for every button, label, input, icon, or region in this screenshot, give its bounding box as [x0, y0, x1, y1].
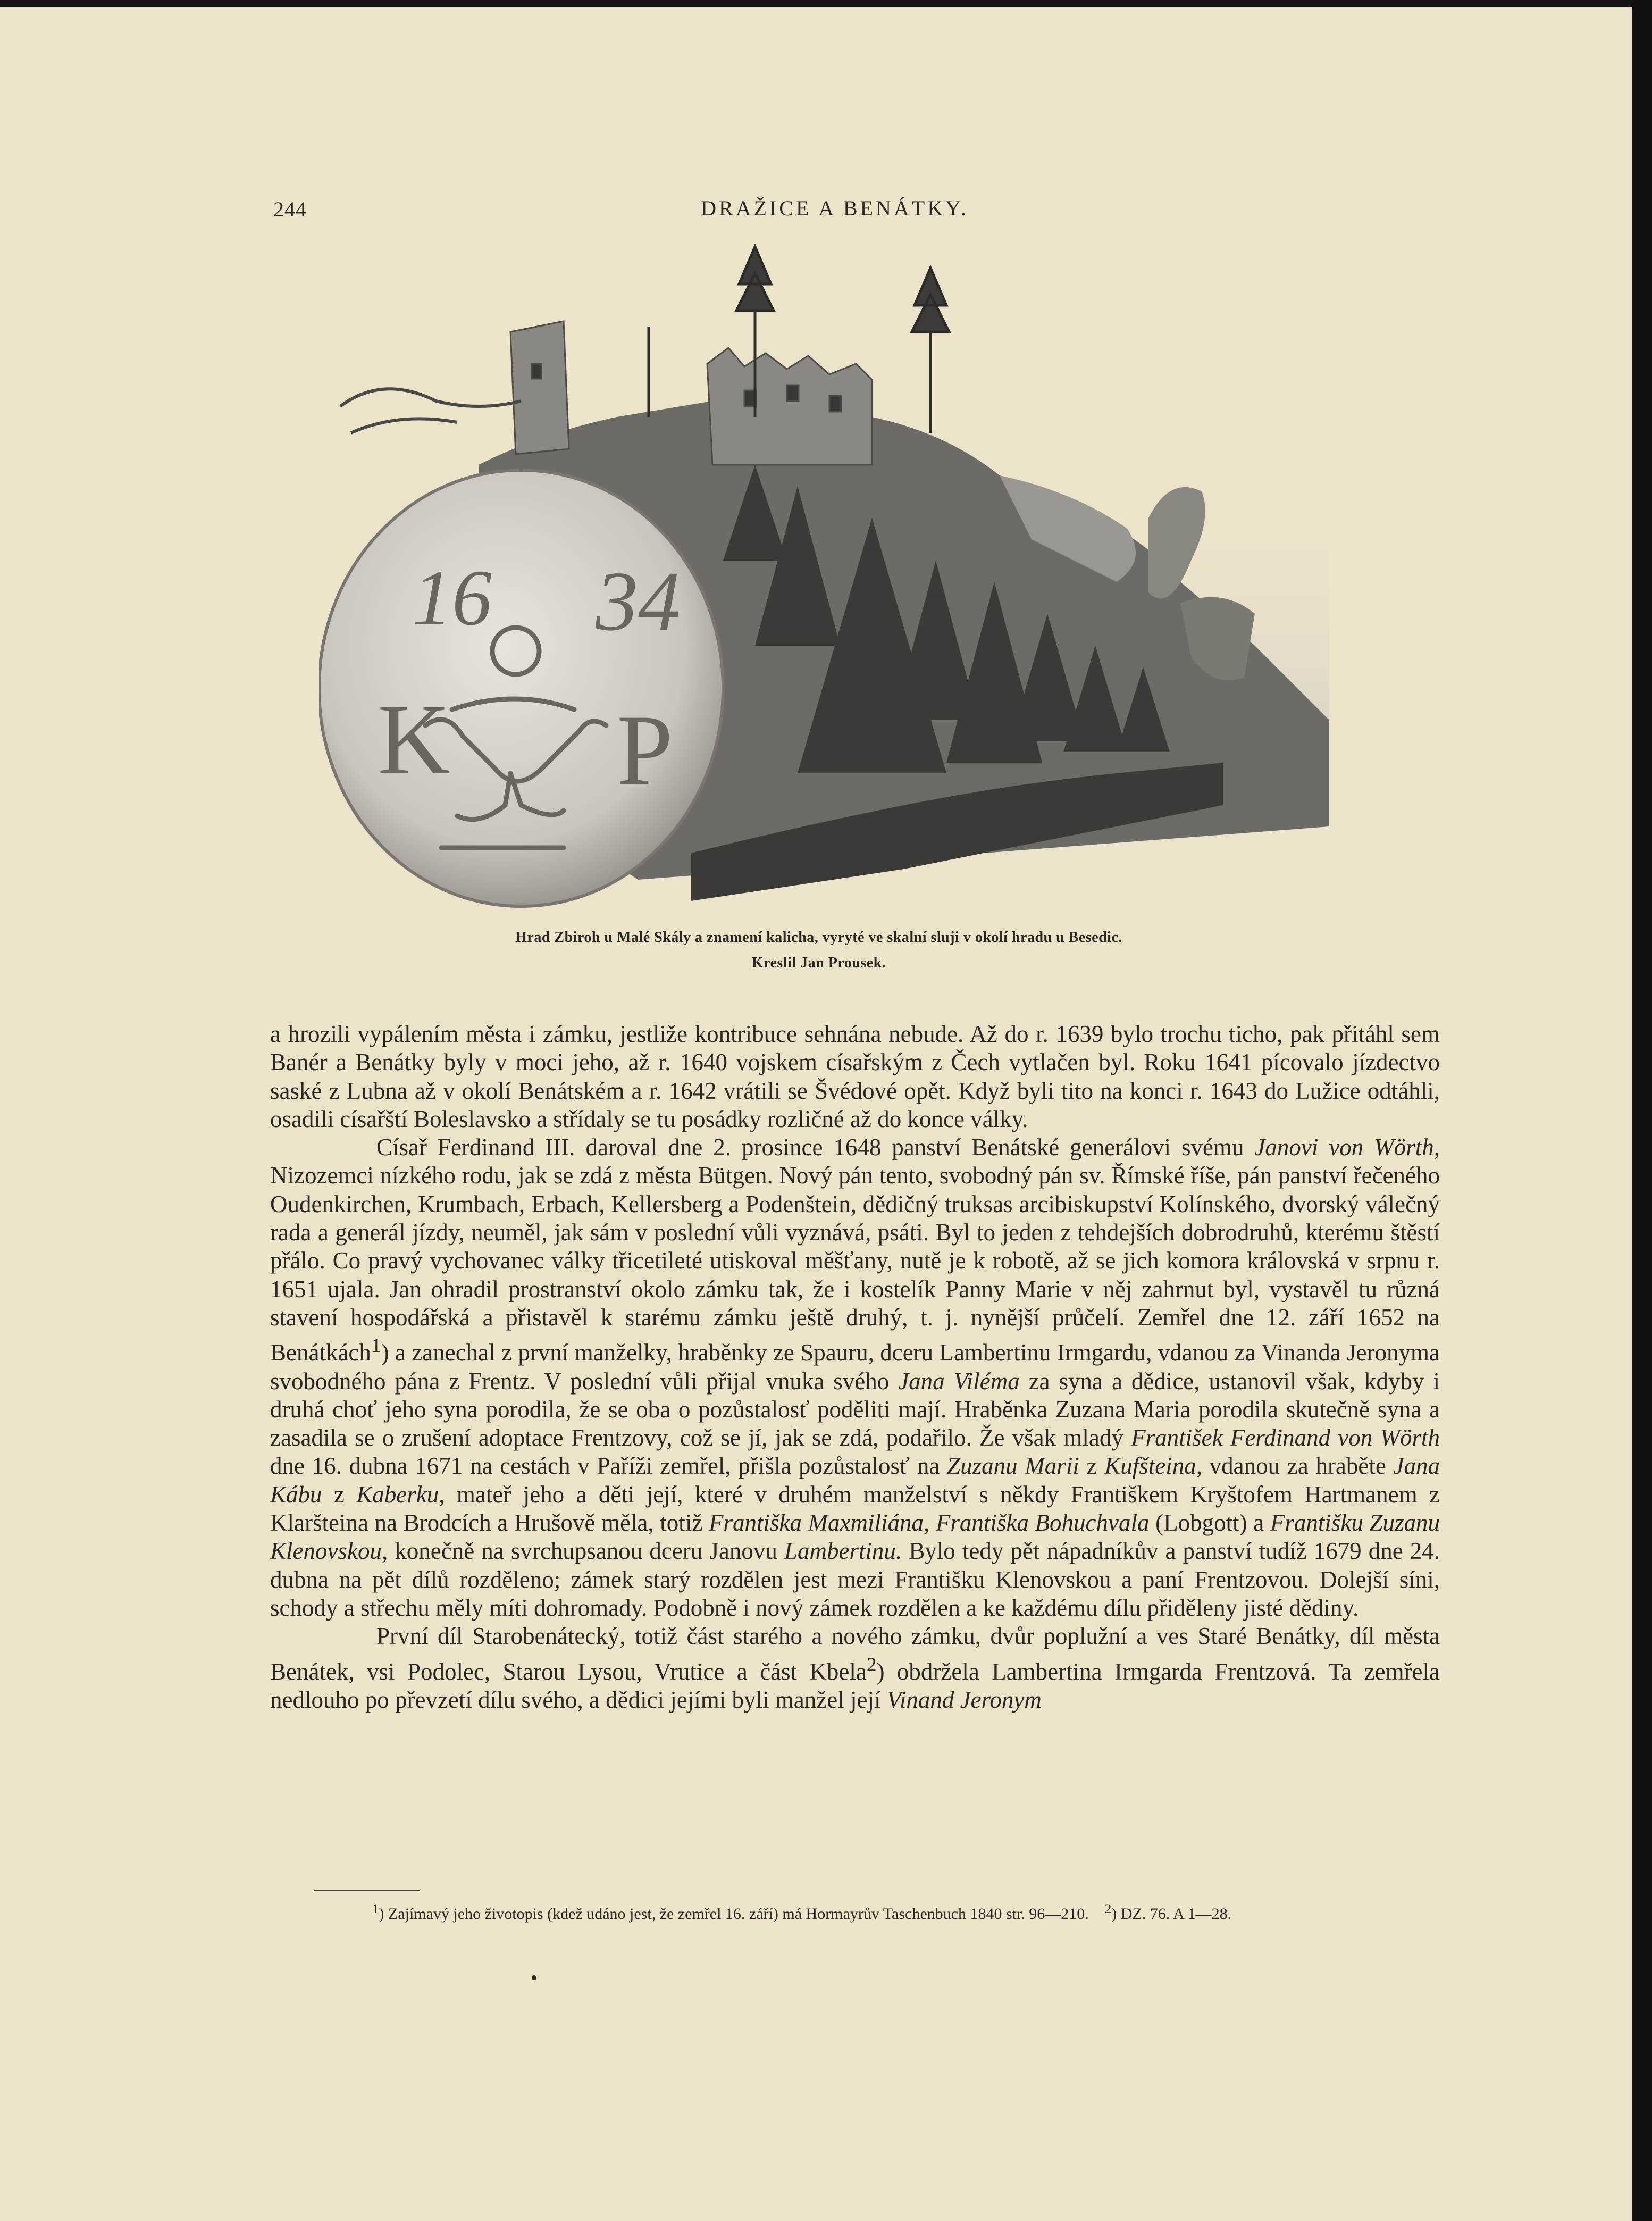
paragraph	[270, 1622, 1440, 1714]
text-run: mateř jeho a děti její, které v druhém manželství s někdy Františkem Kryštofem Hartmanem z Klaršteina na Brodcích a Hrušově měla, totiž	[270, 1481, 1440, 1537]
running-title: DRAŽICE A BENÁTKY.	[701, 196, 969, 220]
italic-name: Jana Viléma	[898, 1367, 1020, 1395]
text-run: Nizozemci nízkého rodu, jak se zdá z města Bütgen. Nový pán tento, svobodný pán sv. Římské říše, pán panství řečeného Oudenkirchen, Krumbach, Erbach, Kellersberg a Podenštein, dědičný truksas arcibiskupství Kolínského, dvorský válečný rada a generál jízdy, neuměl, jak sám v poslední vůli vyznává, psáti. Byl to jeden z tehdejších dobrodruhů, kterému štěstí přálo. Co pravý vychovanec války třicetileté utiskoval měšťany, nutě je k robotě, až se jich komora královská v srpnu r. 1651 ujala. Jan ohradil prostranství okolo zámku tak, že i kostelík Panny Marie v něj zahrnut byl, vystavěl tu různá stavení hospodářská a přistavěl k starému zámku ještě druhý, t. j. nynější průčelí. Zemřel dne 12. září 1652 na Benátkách	[270, 1162, 1440, 1366]
footnote-2-text: ) DZ. 76. A 1—28.	[1111, 1905, 1232, 1923]
engraved-letter-k: K	[378, 684, 451, 796]
italic-name: Kufšteina,	[1104, 1452, 1202, 1480]
page-mark	[532, 1975, 536, 1980]
caption-line-1: Hrad Zbiroh u Malé Skály a znamení kalicha, vyryté ve skalní sluji v okolí hradu u Besedic.	[515, 929, 1122, 946]
text-run: Císař Ferdinand III. daroval dne 2. prosince 1648 panství Benátské generálovi svému	[376, 1134, 1255, 1161]
text-run: ) obdržela Lambertina Irmgarda Frentzová. Ta zemřela nedlouho po převzetí dílu svého, a dědici jejími byli manžel její	[270, 1658, 1440, 1713]
illustration	[319, 241, 1340, 912]
italic-name: Františka Maxmiliána, Františka Bohuchvala	[708, 1509, 1150, 1537]
page-number: 244	[273, 197, 307, 221]
footnote-1	[372, 1902, 1089, 1923]
text-run: konečně na svrchupsanou dceru Janovu	[388, 1538, 784, 1565]
text-run: z	[1079, 1452, 1105, 1480]
engraved-letter-p: P	[617, 695, 673, 806]
engraved-date-left: 16	[412, 554, 492, 642]
footnote-1-text: ) Zajímavý jeho životopis (kdež udáno jest, že zemřel 16. září) má Hormayrův Taschenbuch 1840 str. 96—210.	[379, 1905, 1089, 1923]
figure-caption	[276, 925, 1361, 976]
left-branches	[340, 389, 521, 433]
italic-name: Františku Zuzanu Klenovskou,	[270, 1509, 1440, 1565]
footnote-1-mark: 1	[372, 1902, 379, 1916]
text-run: (Lobgott) a	[1149, 1509, 1270, 1537]
text-run: dne 16. dubna 1671 na cestách v Paříži zemřel, přišla pozůstalosť na	[270, 1452, 947, 1480]
text-run: za syna a dědice, ustanovil však, kdyby i druhá choť jeho syna porodila, že se oba o pozůstalosť poděliti mají. Hraběnka Zuzana Maria porodila skutečně syna a zasadila se o zrušení adoptace Frentzovy, což se jí, jak se zdá, podařilo. Že však mladý	[270, 1367, 1440, 1451]
book-page	[0, 7, 1632, 2221]
paragraph	[270, 1020, 1440, 1133]
footnote-2-mark: 2	[1104, 1902, 1112, 1916]
stone-medallion	[319, 470, 723, 906]
page-header	[266, 189, 1404, 232]
text-run: vdanou za hraběte	[1202, 1452, 1394, 1480]
italic-name: Vinand Jeronym	[886, 1686, 1042, 1713]
footnote-rule	[314, 1890, 420, 1891]
footnote-2	[1104, 1902, 1232, 1923]
footnote-ref: 1	[371, 1335, 381, 1357]
paragraph	[270, 1133, 1440, 1622]
text-run: První díl Starobenátecký, totiž část starého a nového zámku, dvůr poplužní a ves Staré Benátky, díl města Benátek, vsi Podolec, Starou Lysou, Vrutice a část Kbela	[270, 1623, 1440, 1685]
italic-name: Lambertinu.	[784, 1538, 902, 1565]
footnote-ref: 2	[866, 1654, 877, 1676]
italic-name: Janovi von Wörth,	[1254, 1134, 1440, 1161]
engraved-date-right: 34	[596, 554, 681, 648]
text-run: ) a zanechal z první manželky, hraběnky ze Spauru, dceru Lambertinu Irmgardu, vdanou za Vinanda Jeronyma svobodného pána z Frentz. V poslední vůli přijal vnuka svého	[270, 1339, 1440, 1395]
italic-name: František Ferdinand von Wörth	[1131, 1424, 1440, 1451]
scan-edge	[1633, 0, 1652, 2221]
text-run: z	[322, 1481, 357, 1508]
italic-name: Jana Kábu	[270, 1452, 1440, 1508]
caption-line-2: Kreslil Jan Prousek.	[751, 955, 886, 971]
italic-name: Zuzanu Marii	[947, 1452, 1079, 1480]
text-run: a hrozili vypálením města i zámku, jestliže kontribuce sehnána nebude. Až do r. 1639 bylo trochu ticho, pak přitáhl sem Banér a Benátky byly v moci jeho, až r. 1640 vojskem císařským z Čech vytlačen byl. Roku 1641 pícovalo jízdectvo saské z Lubna až v okolí Benátském a r. 1642 vrátili se Švédové opět. Když byli tito na konci r. 1643 do Lužice odtáhli, osadili císařští Boleslavsko a střídaly se tu posádky rozličné až do konce války.	[270, 1021, 1440, 1132]
italic-name: Kaberku,	[356, 1481, 445, 1508]
footnotes	[372, 1899, 1441, 1925]
text-run: Bylo tedy pět nápadníkův a panství tudíž 1679 dne 24. dubna na pět dílů rozděleno; zámek starý rozdělen jest mezi Františku Klenovskou a paní Frentzovou. Dolejší síni, schody a střechu měly míti dohromady. Podobně i nový zámek rozdělen a ke každému dílu přiděleny jisté dědiny.	[270, 1538, 1440, 1621]
body-text	[270, 1020, 1440, 1714]
